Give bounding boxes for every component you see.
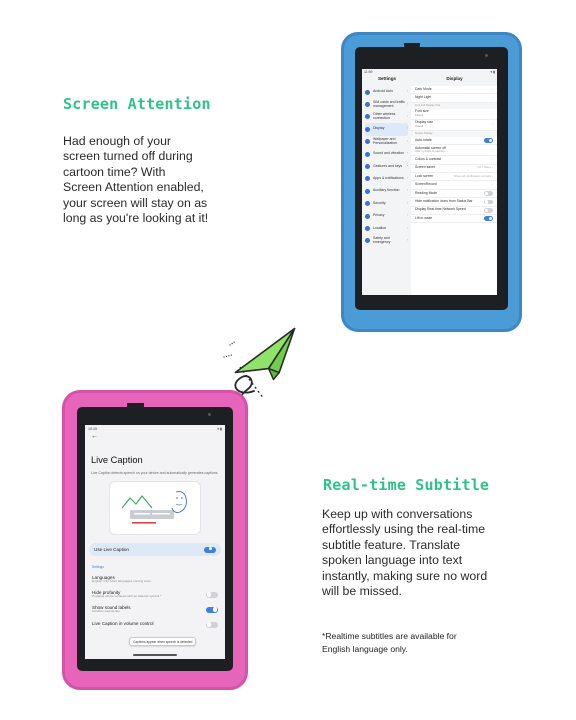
display-setting-title: Night Light: [415, 95, 432, 100]
chevron-right-icon: ›: [492, 147, 493, 152]
caption-setting-toggle[interactable]: [206, 607, 218, 613]
display-setting-label: [415, 96, 431, 100]
apps-icon: [365, 176, 370, 181]
settings-menu-item[interactable]: [365, 111, 408, 123]
attention-text-line: cartoon time? With: [63, 164, 166, 179]
chevron-right-icon: ›: [406, 101, 408, 106]
caption-setting-label: [92, 622, 154, 627]
settings-menu-label: Security: [373, 200, 386, 205]
location-icon: [365, 226, 370, 231]
home-indicator[interactable]: [133, 654, 177, 656]
display-setting-label: [415, 121, 433, 128]
caption-settings-section: Settings: [92, 565, 104, 569]
camera-dot: [208, 413, 211, 416]
chevron-right-icon: ›: [406, 138, 408, 143]
display-settings-list: [411, 86, 497, 295]
display-setting-toggle[interactable]: [484, 216, 493, 221]
display-setting-row[interactable]: [411, 109, 497, 120]
settings-screen: [362, 69, 497, 295]
chevron-right-icon: ›: [406, 163, 408, 168]
settings-panel-title: Settings: [377, 76, 397, 81]
settings-menu-item[interactable]: [365, 160, 408, 172]
display-setting-title: Lift to wake: [415, 215, 433, 220]
status-time: 11:59: [364, 70, 373, 74]
display-setting-row[interactable]: [411, 86, 497, 94]
display-setting-title: Screen saver: [415, 165, 435, 170]
settings-menu-item[interactable]: [365, 136, 408, 148]
chevron-right-icon: ›: [492, 165, 493, 170]
display-setting-row[interactable]: [411, 215, 497, 223]
display-setting-title: Lock screen: [415, 173, 434, 178]
display-setting-title: Display Real-time Network Speed: [415, 207, 466, 212]
display-setting-row[interactable]: [411, 120, 497, 131]
wallpaper-icon: [365, 139, 370, 144]
screen-attention-heading: Screen Attention: [63, 95, 211, 113]
display-setting-row[interactable]: [411, 181, 497, 189]
chevron-right-icon: ›: [406, 225, 408, 230]
caption-setting-subtitle: English only. More languages coming soon: [92, 579, 151, 584]
chevron-right-icon: ›: [492, 157, 493, 162]
display-detail-title: Display: [446, 76, 463, 81]
attention-text-line: long as you're looking at it!: [63, 211, 209, 226]
chevron-right-icon: ›: [406, 151, 408, 156]
display-setting-label: [415, 158, 441, 162]
realtime-subtitle-footnote: [322, 630, 457, 656]
display-setting-title: Hide notification icons from Status Bar: [415, 199, 473, 204]
use-live-caption-row[interactable]: [89, 543, 221, 556]
safety-icon: [365, 238, 370, 243]
chevron-right-icon: ›: [492, 121, 493, 126]
privacy-icon: [365, 214, 370, 219]
car-icon: [365, 90, 370, 95]
caption-settings-list: [85, 572, 225, 632]
display-setting-title: Display size: [415, 120, 434, 125]
live-caption-illustration: [109, 481, 201, 535]
subtitle-text-line: will be missed.: [322, 584, 402, 599]
status-icons: ▾ ▮: [490, 70, 495, 74]
display-section-header: Font and Display Size: [411, 103, 497, 109]
display-setting-label: [415, 88, 432, 92]
chevron-right-icon: ›: [492, 182, 493, 187]
display-setting-label: [415, 139, 432, 143]
display-setting-row[interactable]: [411, 198, 497, 206]
footnote-text-line: *Realtime subtitles are available for: [322, 631, 457, 641]
display-setting-toggle[interactable]: [484, 200, 493, 205]
settings-menu-label: SIM cards and traffic management: [373, 99, 406, 108]
display-setting-label: [415, 147, 446, 154]
settings-menu-label: Gestures and keys: [373, 163, 403, 168]
caption-illustration-icon: [110, 482, 202, 536]
live-caption-description: Live Caption detects speech on your device and automatically generates captions: [91, 471, 218, 475]
status-bar: [362, 69, 497, 76]
display-setting-subtitle: Default: [415, 124, 424, 128]
caption-setting-label: [92, 606, 131, 614]
chevron-right-icon: ›: [406, 237, 408, 242]
caption-setting-label: [92, 591, 161, 599]
display-setting-label: [415, 166, 435, 170]
display-setting-title: ScreenRecord: [415, 182, 437, 187]
subtitle-text-line: subtitle feature. Translate: [322, 537, 461, 552]
caption-setting-title: Hide profanity: [92, 589, 121, 595]
settings-menu-label: Privacy: [373, 213, 385, 218]
display-setting-subtitle: After 1 minute of inactivity: [415, 150, 445, 154]
settings-menu-label: Auxiliary function: [373, 188, 400, 193]
settings-menu-item[interactable]: [365, 210, 408, 222]
tablet-notch: [127, 403, 144, 410]
display-setting-row[interactable]: [411, 137, 497, 145]
display-icon: [365, 127, 370, 132]
sim-icon: [365, 102, 370, 107]
settings-menu-item[interactable]: [365, 198, 408, 210]
settings-menu-label: Wallpaper and Personalization: [373, 136, 397, 145]
use-live-caption-toggle[interactable]: [204, 547, 216, 553]
display-section-header: Screen Display: [411, 131, 497, 137]
display-setting-row[interactable]: [411, 165, 497, 173]
display-setting-title: Reading Mode: [415, 190, 438, 195]
back-arrow-icon[interactable]: ←: [91, 433, 98, 440]
chevron-right-icon: ›: [406, 176, 408, 181]
wireless-icon: [365, 114, 370, 119]
screen-attention-description: [63, 134, 208, 226]
display-setting-value: Show all notification content: [453, 173, 491, 178]
status-icons: ▾ ▮: [217, 426, 222, 431]
realtime-subtitle-heading: Real-time Subtitle: [323, 476, 490, 494]
display-setting-title: Font size: [415, 109, 429, 114]
settings-menu-item[interactable]: [365, 235, 408, 247]
realtime-subtitle-description: [322, 507, 487, 599]
display-setting-title: Colors & contrast: [415, 157, 442, 162]
caption-setting-subtitle: Includes sounds like: [92, 609, 120, 614]
settings-menu-item[interactable]: [365, 222, 408, 234]
settings-menu-label: Location: [373, 225, 387, 230]
chevron-right-icon: ›: [406, 213, 408, 218]
settings-menu-item[interactable]: [365, 86, 408, 98]
caption-setting-label: [92, 576, 151, 584]
display-setting-label: [415, 183, 437, 187]
caption-setting-row[interactable]: [85, 617, 225, 632]
caption-setting-row[interactable]: [85, 572, 225, 587]
display-setting-row[interactable]: [411, 207, 497, 215]
display-setting-title: Dark Mode: [415, 86, 432, 91]
camera-dot: [485, 54, 488, 57]
caption-setting-title: Languages: [92, 574, 115, 580]
subtitle-text-line: spoken language into text: [322, 553, 463, 568]
caption-setting-row[interactable]: [85, 587, 225, 602]
subtitle-text-line: instantly, making sure no word: [322, 568, 488, 583]
display-setting-label: [415, 200, 472, 204]
display-setting-row[interactable]: [411, 190, 497, 198]
chevron-right-icon: ›: [406, 200, 408, 205]
status-bar: [85, 425, 225, 433]
settings-menu: [362, 86, 410, 295]
display-setting-row[interactable]: [411, 94, 497, 102]
gesture-icon: [365, 164, 370, 169]
tablet-notch: [404, 43, 420, 49]
settings-menu-label: Other wireless connection: [373, 112, 396, 120]
display-setting-toggle[interactable]: [484, 191, 493, 196]
caption-setting-toggle[interactable]: [206, 622, 218, 628]
display-setting-label: [415, 217, 432, 221]
chevron-right-icon: ›: [492, 173, 493, 178]
display-setting-row[interactable]: [411, 145, 497, 156]
caption-setting-subtitle: Profanity will be replaced with an asterisk symbol *: [92, 594, 162, 599]
settings-menu-label: Safety and emergency: [373, 236, 391, 244]
display-setting-subtitle: Default: [415, 113, 424, 117]
subtitle-text-line: effortlessly using the real-time: [322, 522, 486, 537]
chevron-right-icon: ›: [492, 86, 493, 91]
display-setting-value: On / None: [477, 165, 491, 170]
chevron-right-icon: ›: [406, 188, 408, 193]
attention-text-line: screen turned off during: [63, 149, 193, 164]
display-setting-label: [415, 110, 429, 117]
attention-text-line: Screen Attention enabled,: [63, 180, 204, 195]
use-live-caption-label: Use Live Caption: [94, 547, 129, 552]
subtitle-text-line: Keep up with conversations: [322, 507, 473, 521]
display-setting-row[interactable]: [411, 173, 497, 181]
caption-setting-title: Show sound labels: [92, 604, 131, 610]
display-setting-label: [415, 192, 437, 196]
attention-text-line: Had enough of your: [63, 134, 172, 148]
display-setting-title: Auto-rotate: [415, 137, 432, 142]
caption-setting-row[interactable]: [85, 602, 225, 617]
chevron-right-icon: ›: [406, 126, 408, 131]
settings-menu-item[interactable]: [365, 173, 408, 185]
chevron-right-icon: ›: [492, 95, 493, 100]
attention-text-line: your screen will stay on as: [63, 195, 208, 210]
settings-menu-label: Sound and vibration: [373, 151, 405, 156]
footnote-text-line: English language only.: [322, 644, 408, 654]
live-caption-title: Live Caption: [91, 455, 143, 465]
display-setting-toggle[interactable]: [484, 138, 493, 143]
settings-menu-label: Apps & notifications: [373, 176, 404, 181]
caption-setting-toggle[interactable]: [206, 592, 218, 598]
settings-header: [362, 76, 497, 86]
caption-tooltip: Captions appear when speech is detected: [129, 637, 196, 646]
live-caption-screen: [85, 425, 225, 659]
caption-setting-title: Live Caption in volume control: [92, 621, 154, 627]
display-setting-toggle[interactable]: [484, 208, 493, 213]
display-setting-label: [415, 175, 433, 179]
display-setting-row[interactable]: [411, 156, 497, 164]
chevron-right-icon: ›: [492, 110, 493, 115]
status-time: 10:15: [88, 426, 97, 431]
chevron-right-icon: ›: [406, 114, 408, 119]
settings-menu-item[interactable]: [365, 123, 408, 135]
settings-menu-item[interactable]: [365, 98, 408, 110]
display-setting-title: Automatic screen off: [415, 145, 446, 150]
chevron-right-icon: ›: [406, 89, 408, 94]
security-icon: [365, 201, 370, 206]
display-setting-label: [415, 208, 466, 212]
settings-menu-label: Display: [373, 126, 385, 131]
settings-menu-label: Android Auto: [373, 89, 394, 94]
settings-menu-item[interactable]: [365, 185, 408, 197]
accessibility-icon: [365, 189, 370, 194]
sound-icon: [365, 152, 370, 157]
settings-menu-item[interactable]: [365, 148, 408, 160]
